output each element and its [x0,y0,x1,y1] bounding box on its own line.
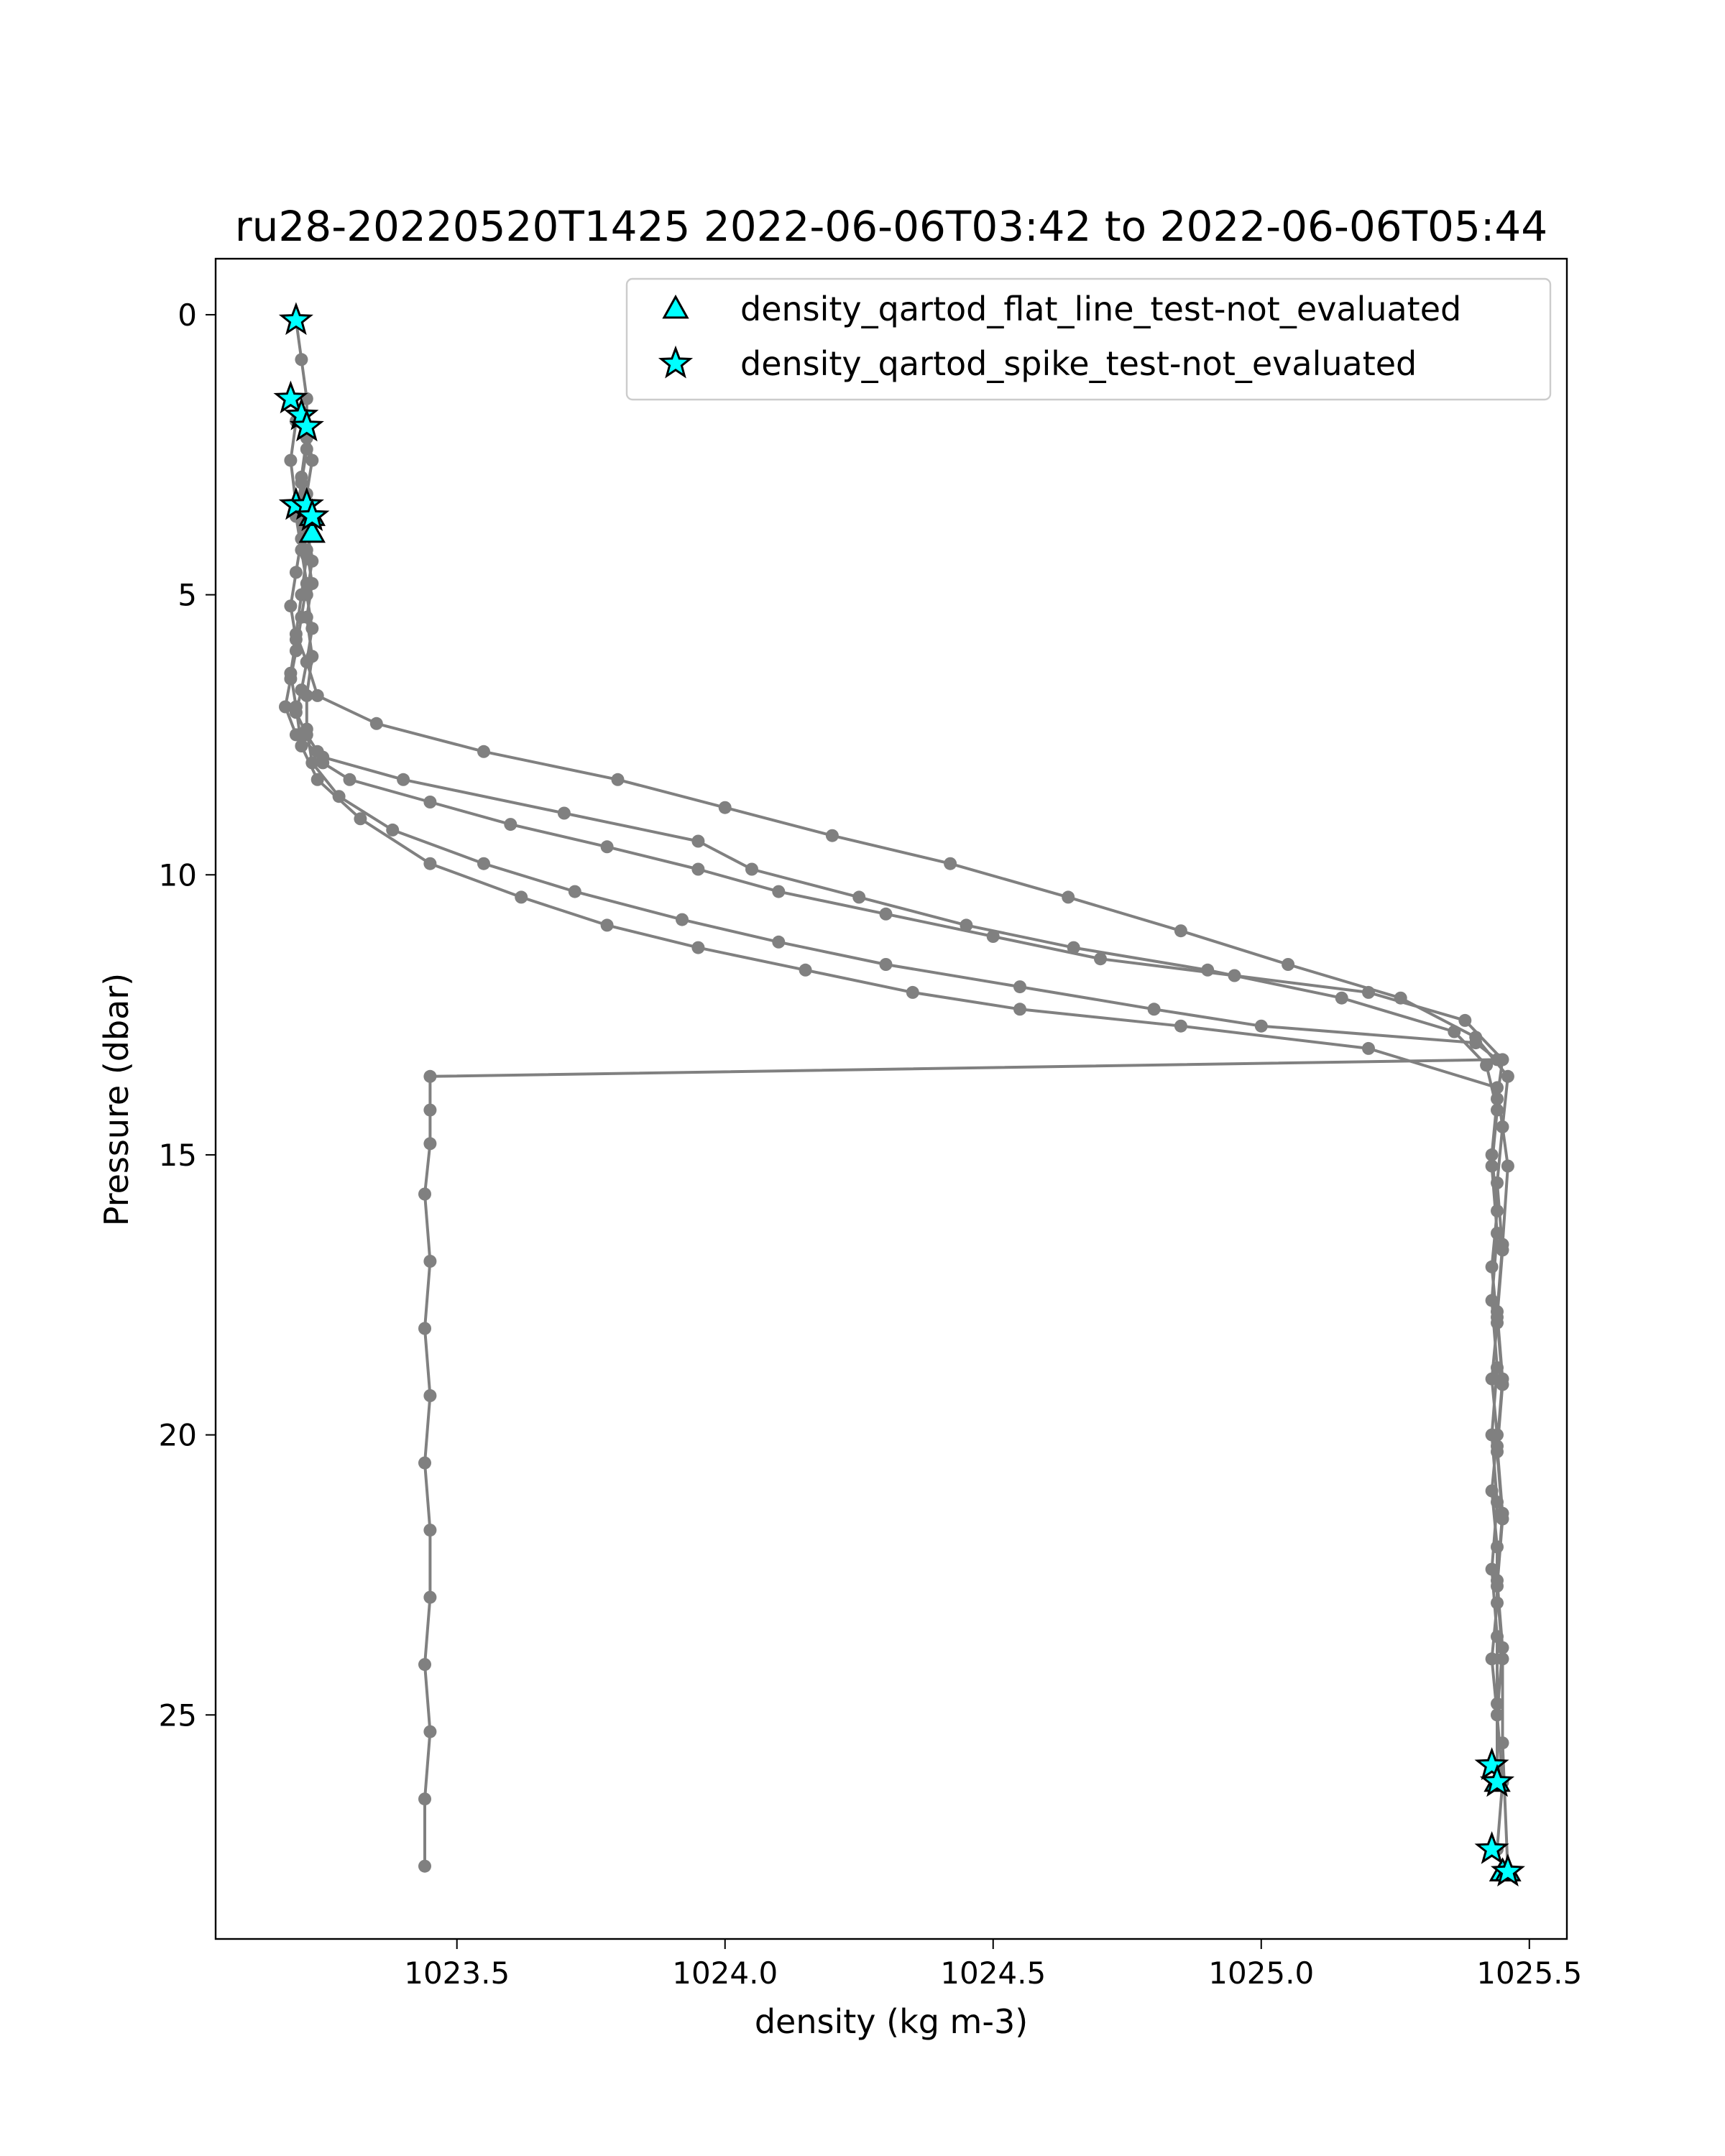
profile-point [1496,1378,1509,1391]
y-tick-label: 5 [178,577,197,613]
profile-point [354,812,367,825]
profile-point [300,589,313,602]
profile-point [569,885,581,898]
x-tick-label: 1023.5 [404,1955,510,1991]
profile-point [1013,1003,1026,1015]
profile-point [691,835,704,848]
profile-point [290,633,303,646]
profile-point [1491,1176,1504,1189]
profile-point [1491,1081,1504,1094]
profile-point [1469,1031,1482,1044]
profile-point [418,1322,431,1335]
profile-point [311,689,324,702]
profile-point [305,555,318,568]
profile-point [1458,1014,1471,1027]
profile-point [418,1188,431,1201]
profile-point [880,908,893,921]
profile-point [1496,1120,1509,1133]
profile-point [515,890,528,903]
profile-point [944,857,957,870]
profile-point [1496,1513,1509,1526]
profile-point [1501,1160,1514,1173]
profile-point [772,885,785,898]
profile-point [676,913,689,926]
profile-point [1486,1261,1499,1273]
profile-point [418,1658,431,1671]
x-axis-label: density (kg m-3) [754,2002,1029,2041]
profile-point [691,941,704,954]
x-tick-label: 1024.5 [940,1955,1046,1991]
profile-point [295,353,308,366]
profile-point [295,740,308,752]
profile-point [1201,964,1214,977]
profile-point [423,1389,436,1402]
chart-title: ru28-20220520T1425 2022-06-06T03:42 to 2022-06-06T05:44 [234,202,1548,251]
profile-point [1501,1070,1514,1083]
profile-point [290,566,303,579]
profile-point [300,723,313,736]
profile-point [423,1591,436,1604]
profile-point [418,1792,431,1805]
profile-point [1255,1020,1268,1033]
profile-point [601,840,614,853]
profile-point [880,958,893,971]
y-tick-label: 0 [178,297,197,333]
profile-point [1335,992,1348,1005]
y-tick-label: 15 [158,1137,197,1173]
plot-area [216,259,1567,1939]
profile-point [852,890,865,903]
profile-point [423,1104,436,1117]
profile-point [1013,980,1026,993]
profile-point [745,863,758,876]
profile-point [612,773,625,786]
profile-point [601,918,614,931]
profile-point [418,1457,431,1470]
profile-point [799,964,812,977]
profile-point [1174,1020,1187,1033]
profile-point [477,857,490,870]
x-tick-label: 1024.0 [672,1955,778,1991]
legend [627,279,1550,400]
profile-point [1174,924,1187,937]
profile-point [691,863,704,876]
y-axis-label: Pressure (dbar) [97,972,136,1227]
profile-point [370,717,383,730]
profile-point [295,476,308,489]
profile-point [418,1860,431,1873]
profile-point [300,655,313,668]
profile-point [1362,1042,1375,1055]
profile-point [423,1726,436,1738]
profile-point [386,824,399,837]
profile-point [1148,1003,1161,1015]
profile-point [397,773,410,786]
profile-point [1496,1652,1509,1665]
profile-point [423,1524,436,1537]
profile-point [1491,1311,1504,1324]
legend-entry-label: density_qartod_spike_test-not_evaluated [740,344,1417,383]
profile-point [284,599,297,612]
profile-point [1282,958,1294,971]
profile-point [477,745,490,758]
profile-point [906,986,919,999]
profile-point [344,773,356,786]
legend-entry-label: density_qartod_flat_line_test-not_evaluated [740,290,1462,328]
profile-point [826,829,839,842]
x-tick-label: 1025.5 [1476,1955,1583,1991]
profile-point [1491,1580,1504,1593]
y-tick-label: 25 [158,1697,197,1733]
profile-point [1394,992,1407,1005]
profile-point [423,1255,436,1268]
profile-point [311,773,324,786]
profile-point [504,818,517,831]
profile-point [1486,1160,1499,1173]
y-tick-label: 20 [158,1417,197,1453]
profile-point [719,801,732,814]
profile-point [423,1070,436,1083]
profile-point [1067,941,1080,954]
profile-point [423,1137,436,1150]
profile-point [1496,1736,1509,1749]
y-tick-label: 10 [158,857,197,893]
profile-point [305,454,318,467]
profile-point [1491,1445,1504,1458]
profile-point [423,857,436,870]
profile-point [305,622,318,635]
profile-point [772,936,785,949]
x-tick-label: 1025.0 [1208,1955,1315,1991]
profile-point [1062,890,1075,903]
profile-point [960,918,972,931]
profile-point [284,667,297,680]
profile-point [284,454,297,467]
profile-point [558,807,571,820]
profile-point [423,796,436,808]
profile-point [1496,1243,1509,1256]
profile-point [290,701,303,714]
